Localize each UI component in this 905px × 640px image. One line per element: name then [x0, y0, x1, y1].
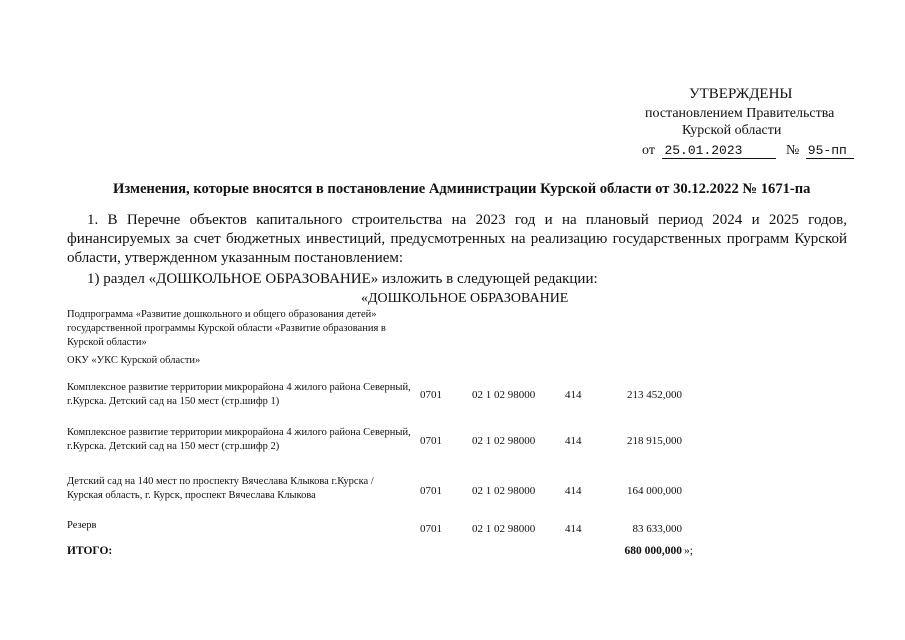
expense-type: 414	[565, 389, 582, 401]
expense-type: 414	[565, 523, 582, 535]
section-code: 0701	[420, 523, 442, 535]
object-name: Комплексное развитие территории микрорайона 4 жилого района Северный, г.Курска. Детский сад на 150 мест (стр.шифр 2)	[67, 427, 411, 452]
object-name: Комплексное развитие территории микрорайона 4 жилого района Северный, г.Курска. Детский сад на 150 мест (стр.шифр 1)	[67, 382, 411, 407]
approval-date-prefix: от	[642, 143, 655, 158]
amount: 164 000,000	[627, 485, 682, 497]
amount: 213 452,000	[627, 389, 682, 401]
intro-paragraph: 1. В Перечне объектов капитального строительства на 2023 год и на плановый период 2024 и 2025 годов, финансируемых за счет бюджетных инвестиций, предусмотренных на реализацию государственных программ Курской области, утвержденном указанным постановлением:	[67, 212, 847, 266]
expense-type: 414	[565, 485, 582, 497]
section-instruction: 1) раздел «ДОШКОЛЬНОЕ ОБРАЗОВАНИЕ» изложить в следующей редакции:	[87, 271, 598, 287]
section-code: 0701	[420, 485, 442, 497]
approval-title: УТВЕРЖДЕНЫ	[689, 86, 793, 102]
target-article: 02 1 02 98000	[472, 435, 536, 447]
approval-line-1: постановлением Правительства	[645, 106, 835, 121]
document-heading: Изменения, которые вносятся в постановление Администрации Курской области от 30.12.2022 № 1671-па	[113, 181, 811, 197]
subprogram-text: Подпрограмма «Развитие дошкольного и общего образования детей» государственной программы Курской области «Развитие образования в Курской области»	[67, 309, 386, 348]
target-article: 02 1 02 98000	[472, 523, 536, 535]
approval-line-2: Курской области	[682, 123, 782, 138]
approval-number-label: №	[785, 143, 800, 158]
approval-date-row	[642, 143, 854, 159]
closing-quote: »;	[684, 545, 693, 557]
expense-type: 414	[565, 435, 582, 447]
organization-name: ОКУ «УКС Курской области»	[67, 355, 201, 366]
total-label: ИТОГО:	[67, 545, 113, 557]
target-article: 02 1 02 98000	[472, 389, 536, 401]
section-code: 0701	[420, 435, 442, 447]
object-name: Резерв	[67, 520, 97, 531]
total-amount: 680 000,000	[624, 545, 682, 557]
section-title: «ДОШКОЛЬНОЕ ОБРАЗОВАНИЕ	[361, 291, 569, 306]
section-code: 0701	[420, 389, 442, 401]
approval-number: 95-пп	[806, 143, 854, 159]
target-article: 02 1 02 98000	[472, 485, 536, 497]
amount: 218 915,000	[627, 435, 682, 447]
amount: 83 633,000	[632, 523, 682, 535]
object-name: Детский сад на 140 мест по проспекту Вячеслава Клыкова г.Курска / Курская область, г. Курск, проспект Вячеслава Клыкова	[67, 476, 374, 501]
approval-date: 25.01.2023	[662, 143, 776, 159]
